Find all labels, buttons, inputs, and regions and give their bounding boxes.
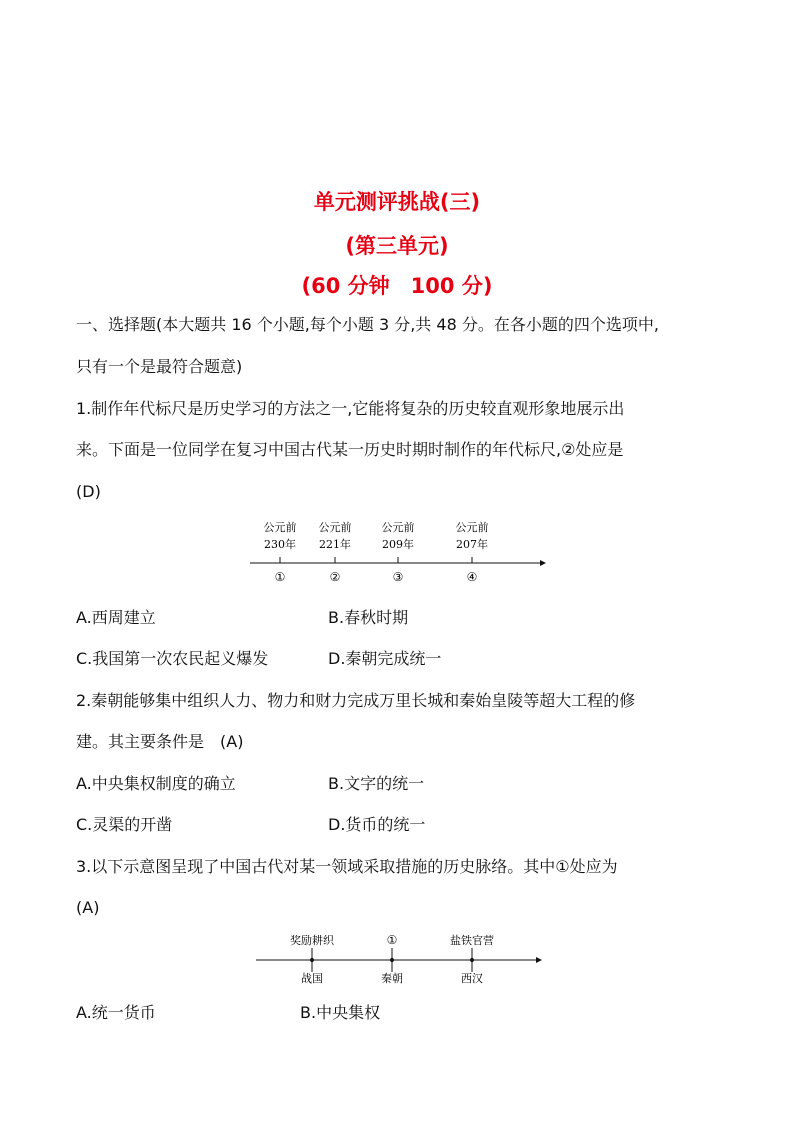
q1-tick-label-top: 公元前: [455, 521, 489, 534]
q1-tick-label-top: 公元前: [263, 521, 297, 534]
q1-marker: ②: [329, 570, 341, 584]
section-instructions-line2: 只有一个是最符合题意): [76, 357, 243, 376]
q1-option-d: D.秦朝完成统一: [328, 649, 442, 668]
q3-tick-3: [450, 933, 494, 985]
q1-tick-label-year: 209年: [382, 538, 414, 551]
q2-stem-line2: 建。其主要条件是 (A): [76, 732, 244, 751]
q1-marker: ①: [274, 570, 286, 584]
q2-option-c: C.灵渠的开凿: [76, 815, 173, 834]
q1-tick-label-year: 221年: [319, 538, 351, 551]
q1-answer: (D): [76, 482, 101, 501]
q3-tick-2: [381, 933, 403, 985]
q1-option-b: B.春秋时期: [328, 608, 409, 627]
q3-tick-label-bottom: 西汉: [461, 972, 483, 985]
q3-option-a: A.统一货币: [76, 1003, 156, 1022]
q3-tick-label-bottom: 秦朝: [381, 972, 403, 985]
q1-option-c: C.我国第一次农民起义爆发: [76, 649, 269, 668]
q1-stem-line1: 1.制作年代标尺是历史学习的方法之一,它能将复杂的历史较直观形象地展示出: [76, 399, 625, 418]
q1-tick-label-top: 公元前: [381, 521, 415, 534]
q3-timeline: [250, 928, 550, 990]
section-instructions-line1: 一、选择题(本大题共 16 个小题,每个小题 3 分,共 48 分。在各小题的四个选项中,: [76, 315, 659, 334]
q1-option-a: A.西周建立: [76, 608, 156, 627]
q1-tick-label-year: 207年: [456, 538, 488, 551]
q3-tick-label-top: 奖励耕织: [290, 934, 334, 947]
q1-tick-3: [382, 520, 415, 584]
q2-option-d: D.货币的统一: [328, 815, 426, 834]
q1-marker: ③: [392, 570, 404, 584]
q3-tick-label-top: 盐铁官营: [450, 934, 494, 947]
time-score-line: (60 分钟 100 分): [301, 274, 493, 298]
q3-option-b: B.中央集权: [300, 1003, 381, 1022]
page-title: 单元测评挑战(三): [313, 190, 481, 214]
q3-tick-1: [290, 933, 335, 985]
q1-tick-label-year: 230年: [264, 538, 296, 551]
q1-tick-2: [319, 520, 352, 584]
q2-stem-line1: 2.秦朝能够集中组织人力、物力和财力完成万里长城和秦始皇陵等超大工程的修: [76, 691, 636, 710]
q3-stem-line1: 3.以下示意图呈现了中国古代对某一领域采取措施的历史脉络。其中①处应为: [76, 857, 618, 876]
q3-tick-label-bottom: 战国: [301, 972, 323, 985]
q3-tick-label-top: ①: [386, 933, 398, 947]
q3-timeline-arrow: [536, 957, 542, 963]
q1-stem-line2: 来。下面是一位同学在复习中国古代某一历史时期时制作的年代标尺,②处应是: [76, 440, 624, 459]
q1-tick-1: [264, 520, 297, 584]
q1-tick-label-top: 公元前: [318, 521, 352, 534]
q1-timeline: [240, 515, 550, 590]
q1-marker: ④: [466, 570, 478, 584]
q1-tick-4: [456, 520, 489, 584]
page-subtitle: (第三单元): [345, 234, 449, 258]
q2-option-a: A.中央集权制度的确立: [76, 774, 236, 793]
q1-timeline-arrow: [540, 560, 546, 566]
q2-option-b: B.文字的统一: [328, 774, 425, 793]
q3-answer: (A): [76, 898, 100, 917]
